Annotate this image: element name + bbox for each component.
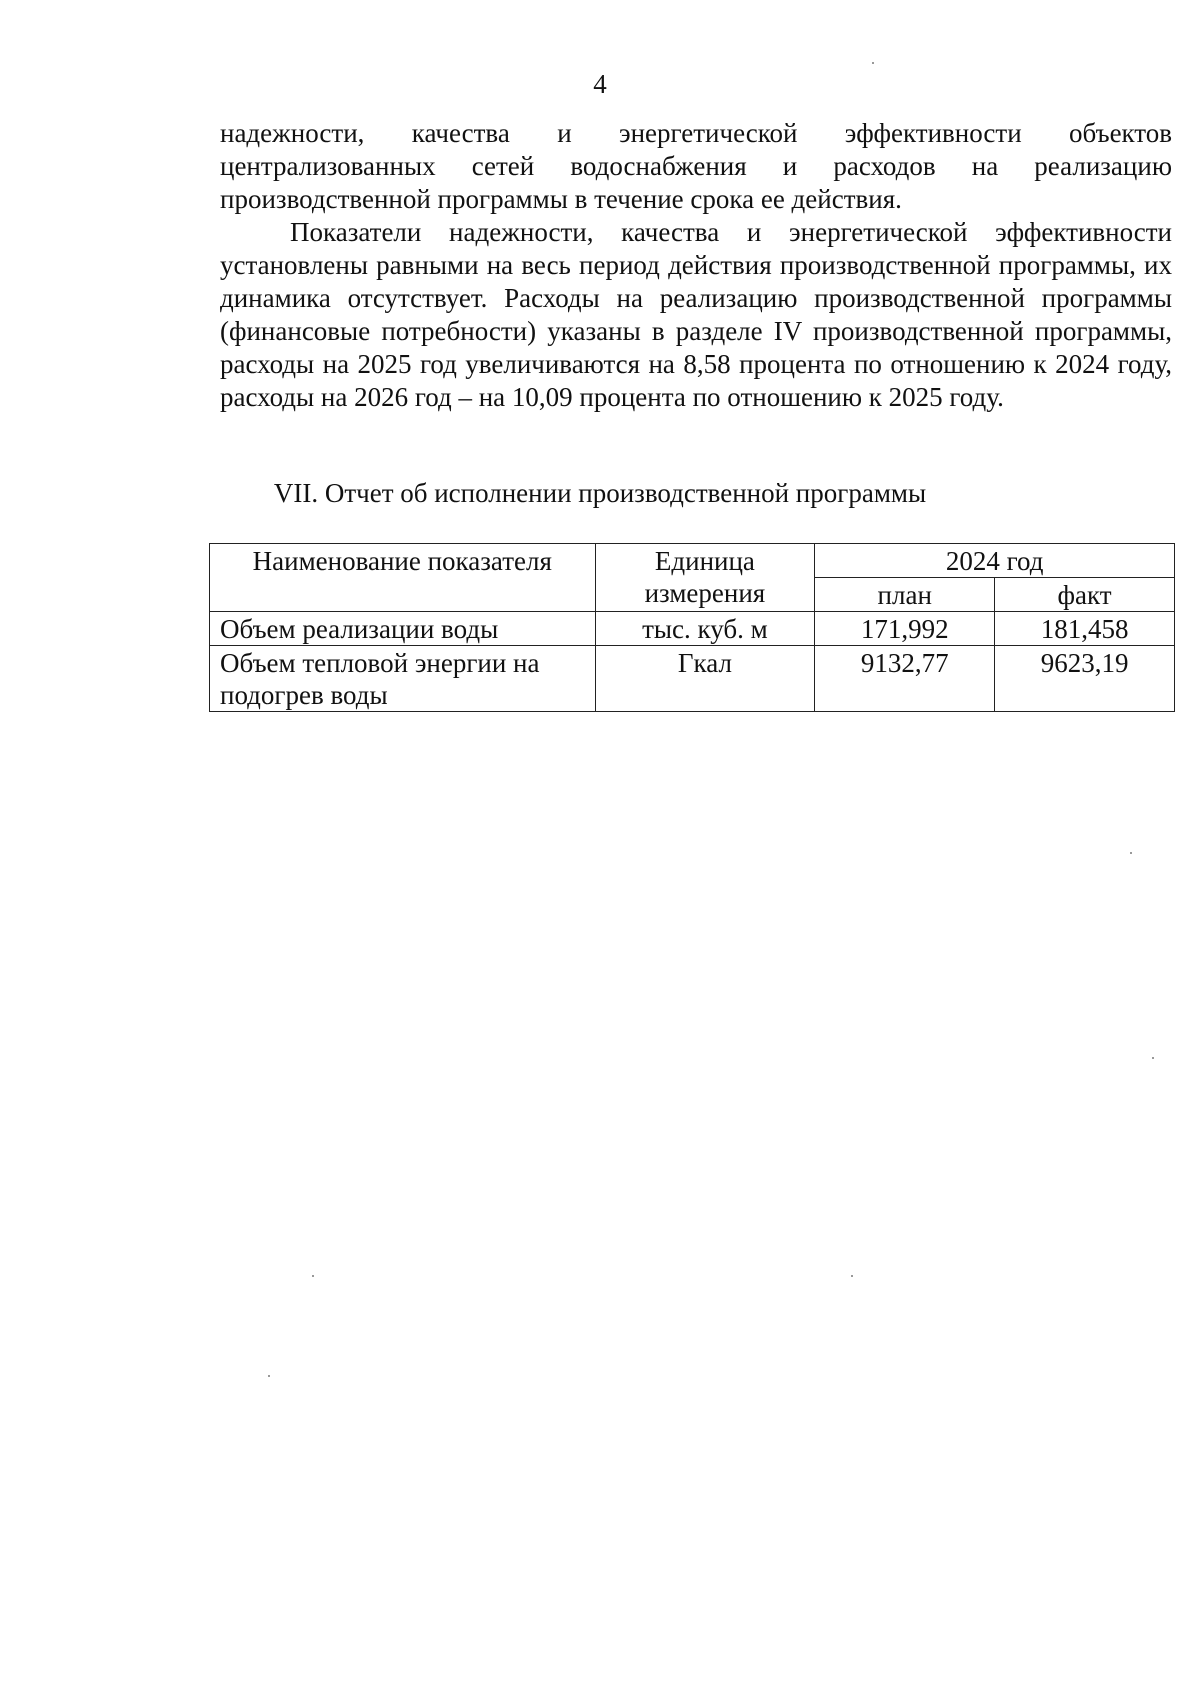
scan-speck	[268, 1375, 270, 1377]
table-row	[210, 646, 1175, 712]
cell-plan: 9132,77	[815, 646, 995, 712]
body-text	[220, 117, 1172, 414]
paragraph-continuation: надежности, качества и энергетической эффективности объектов централизованных сетей водоснабжения и расходов на реализацию производственной программы в течение срока ее действия.	[220, 118, 1172, 214]
scan-speck	[1152, 1057, 1154, 1059]
section-title: VII. Отчет об исполнении производственной программы	[273, 478, 927, 508]
paragraph-indicators: Показатели надежности, качества и энергетической эффективности установлены равными на весь период действия производственной программы, их динамика отсутствует. Расходы на реализацию производственной программы (финансовые потребности) указаны в разделе IV производственной программы, расходы на 2025 год увеличиваются на 8,58 процента по отношению к 2024 году, расходы на 2026 год – на 10,09 процента по отношению к 2025 году.	[220, 217, 1172, 412]
cell-indicator: Объем тепловой энергии на подогрев воды	[210, 646, 596, 712]
header-unit: Единица измерения	[595, 544, 815, 612]
scan-speck	[1130, 852, 1132, 854]
header-fact: факт	[995, 578, 1175, 612]
cell-indicator: Объем реализации воды	[210, 612, 596, 646]
cell-fact: 181,458	[995, 612, 1175, 646]
scan-speck	[851, 1275, 853, 1277]
cell-fact: 9623,19	[995, 646, 1175, 712]
cell-unit: тыс. куб. м	[595, 612, 815, 646]
header-indicator: Наименование показателя	[210, 544, 596, 612]
header-plan: план	[815, 578, 995, 612]
cell-unit: Гкал	[595, 646, 815, 712]
table-header-row	[210, 544, 1175, 578]
scan-speck	[312, 1275, 314, 1277]
page-number: 4	[593, 69, 607, 99]
header-year: 2024 год	[815, 544, 1175, 578]
report-table	[209, 543, 1175, 712]
scan-speck	[872, 62, 874, 64]
table-row	[210, 612, 1175, 646]
cell-plan: 171,992	[815, 612, 995, 646]
